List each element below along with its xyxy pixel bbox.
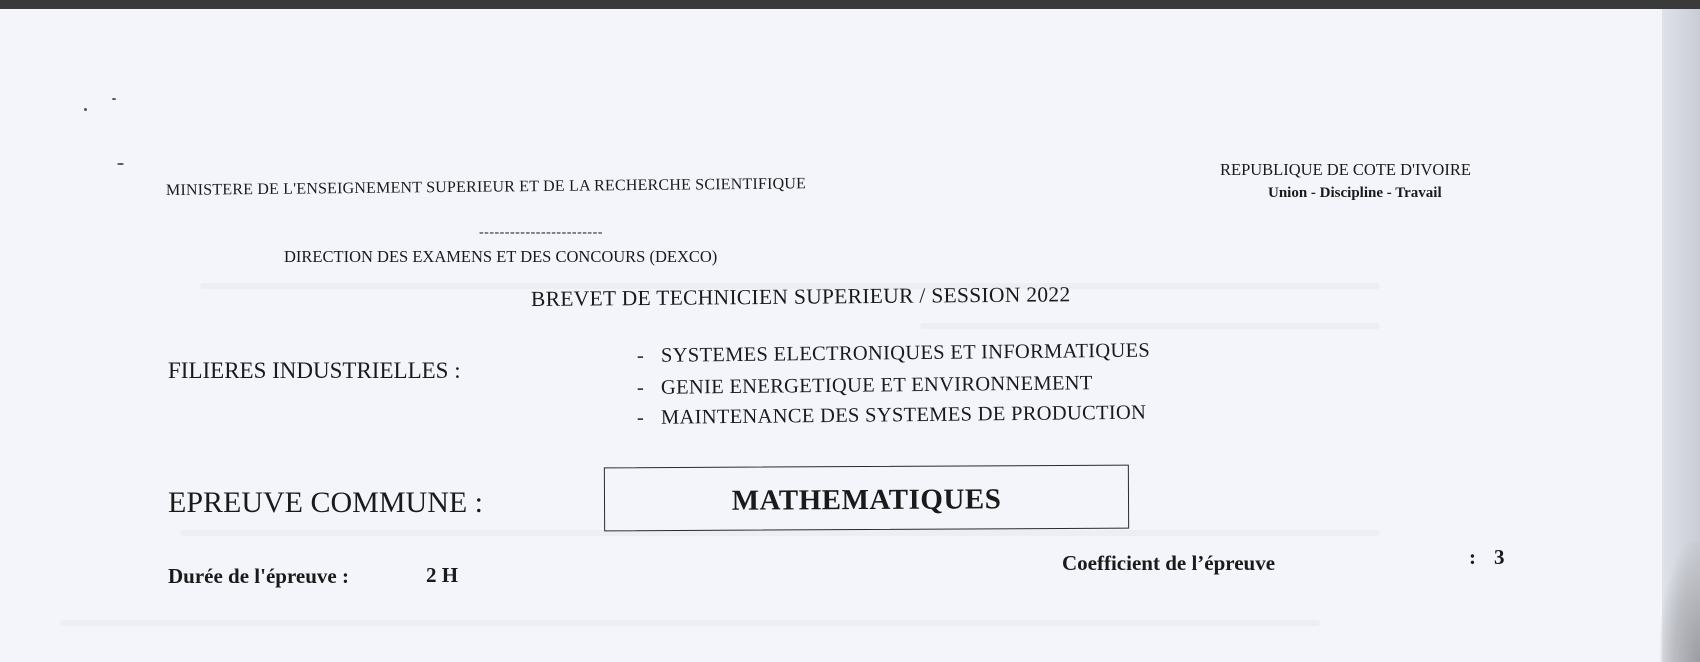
duration-label: Durée de l'épreuve : — [168, 564, 349, 588]
national-motto: Union - Discipline - Travail — [1268, 185, 1442, 201]
specialty-bullet: - — [636, 406, 645, 429]
specialty-label: SYSTEMES ELECTRONIQUES ET INFORMATIQUES — [660, 339, 1151, 367]
coefficient-label: Coefficient de l’épreuve — [1062, 551, 1276, 575]
specialty-bullet: - — [636, 376, 645, 399]
specialty-bullet: - — [636, 344, 645, 367]
specialty-label: MAINTENANCE DES SYSTEMES DE PRODUCTION — [660, 401, 1147, 429]
header-separator: ------------------------ — [479, 225, 603, 240]
scan-speck — [112, 98, 116, 100]
ministry-heading: MINISTERE DE L'ENSEIGNEMENT SUPERIEUR ET DE LA RECHERCHE SCIENTIFIQUE — [165, 175, 807, 199]
coefficient-colon: : — [1469, 545, 1476, 569]
scan-speck — [117, 163, 124, 165]
bleed-through-line — [920, 323, 1380, 329]
epreuve-label: EPREUVE COMMUNE : — [168, 486, 484, 519]
scan-speck — [84, 108, 87, 111]
specialty-item — [637, 373, 1093, 398]
scan-top-edge — [0, 0, 1700, 9]
filieres-label: FILIERES INDUSTRIELLES : — [168, 358, 461, 383]
specialty-label: GENIE ENERGETIQUE ET ENVIRONNEMENT — [660, 372, 1093, 399]
direction-heading: DIRECTION DES EXAMENS ET DES CONCOURS (DEXCO) — [284, 247, 718, 266]
bleed-through-line — [180, 530, 1380, 536]
coefficient-value: 3 — [1494, 545, 1505, 569]
bleed-through-line — [60, 620, 1320, 626]
scan-right-margin — [1662, 9, 1700, 662]
duration-value: 2 H — [426, 563, 459, 587]
exam-title: BREVET DE TECHNICIEN SUPERIEUR / SESSION 2022 — [530, 282, 1071, 311]
scan-shadow — [1660, 542, 1700, 662]
subject-box — [604, 465, 1129, 532]
subject-title: MATHEMATIQUES — [731, 483, 1002, 517]
republic-heading: REPUBLIQUE DE COTE D'IVOIRE — [1220, 160, 1471, 179]
